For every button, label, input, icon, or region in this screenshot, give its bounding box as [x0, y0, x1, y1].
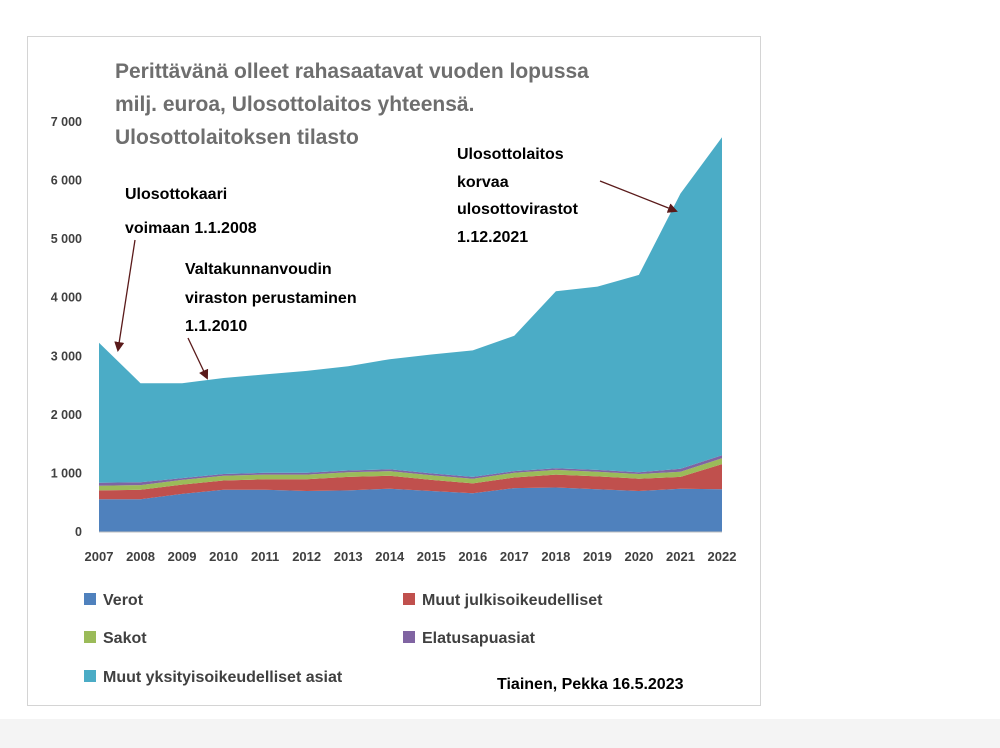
annotation-3-arrow: [600, 181, 676, 211]
x-tick-label: 2007: [84, 549, 114, 564]
y-axis: [51, 115, 82, 539]
y-tick-label: 2 000: [50, 407, 82, 422]
legend-label: Muut yksityisoikeudelliset asiat: [103, 669, 343, 686]
x-tick-label: 2019: [582, 549, 612, 564]
y-tick-label: 6 000: [50, 173, 82, 188]
y-tick-label: 5 000: [50, 232, 82, 247]
legend-item: [403, 630, 536, 647]
x-tick-label: 2020: [624, 549, 654, 564]
legend-label: Muut julkisoikeudelliset: [422, 592, 603, 609]
credit-text: Tiainen, Pekka 16.5.2023: [497, 676, 684, 693]
legend-swatch: [84, 670, 96, 682]
annotation-1-arrow: [118, 240, 135, 350]
title-line-1: Perittävänä olleet rahasaatavat vuoden lopussa: [115, 60, 589, 83]
x-tick-label: 2012: [292, 549, 322, 564]
y-tick-label: 4 000: [50, 290, 82, 305]
area-verot: [99, 488, 722, 533]
legend-swatch: [84, 631, 96, 643]
title-line-3: Ulosottolaitoksen tilasto: [115, 126, 359, 149]
chart-title: [115, 60, 589, 149]
annotation-2-line-1: Valtakunnanvoudin: [185, 261, 332, 278]
y-tick-label: 1 000: [50, 466, 82, 481]
legend-item: [84, 630, 147, 647]
title-line-2: milj. euroa, Ulosottolaitos yhteensä.: [115, 93, 475, 116]
x-tick-label: 2018: [541, 549, 571, 564]
legend: [84, 592, 603, 686]
legend-item: [403, 592, 603, 609]
x-tick-label: 2022: [707, 549, 737, 564]
x-axis: [85, 532, 737, 564]
x-tick-label: 2008: [126, 549, 155, 564]
x-tick-label: 2010: [209, 549, 239, 564]
x-tick-label: 2013: [333, 549, 363, 564]
legend-label: Verot: [103, 592, 144, 609]
legend-item: [84, 592, 144, 609]
x-tick-label: 2017: [499, 549, 529, 564]
legend-label: Sakot: [103, 630, 147, 647]
annotation-valtakunnanvouti: [185, 261, 357, 378]
x-tick-label: 2016: [458, 549, 488, 564]
annotation-2-line-3: 1.1.2010: [185, 318, 248, 335]
annotation-ulosottolaitos: [457, 146, 676, 246]
legend-swatch: [403, 593, 415, 605]
legend-item: [84, 669, 343, 686]
x-tick-label: 2009: [167, 549, 197, 564]
annotation-3-line-4: 1.12.2021: [457, 229, 529, 246]
y-tick-label: 3 000: [50, 349, 82, 364]
x-tick-label: 2015: [416, 549, 446, 564]
x-tick-label: 2021: [666, 549, 695, 564]
y-tick-label: 7 000: [50, 115, 82, 129]
legend-swatch: [84, 593, 96, 605]
annotation-3-line-2: korvaa: [457, 174, 509, 191]
y-tick-label: 0: [75, 525, 82, 539]
annotation-1-line-2: voimaan 1.1.2008: [125, 220, 257, 237]
annotation-2-arrow: [188, 338, 207, 378]
annotation-3-line-1: Ulosottolaitos: [457, 146, 564, 163]
x-tick-label: 2011: [251, 549, 280, 564]
annotation-2-line-2: viraston perustaminen: [185, 290, 357, 307]
legend-swatch: [403, 631, 415, 643]
annotation-1-line-1: Ulosottokaari: [125, 186, 228, 203]
annotation-3-line-3: ulosottovirastot: [457, 201, 578, 218]
legend-label: Elatusapuasiat: [422, 630, 535, 647]
x-tick-label: 2014: [375, 549, 405, 564]
